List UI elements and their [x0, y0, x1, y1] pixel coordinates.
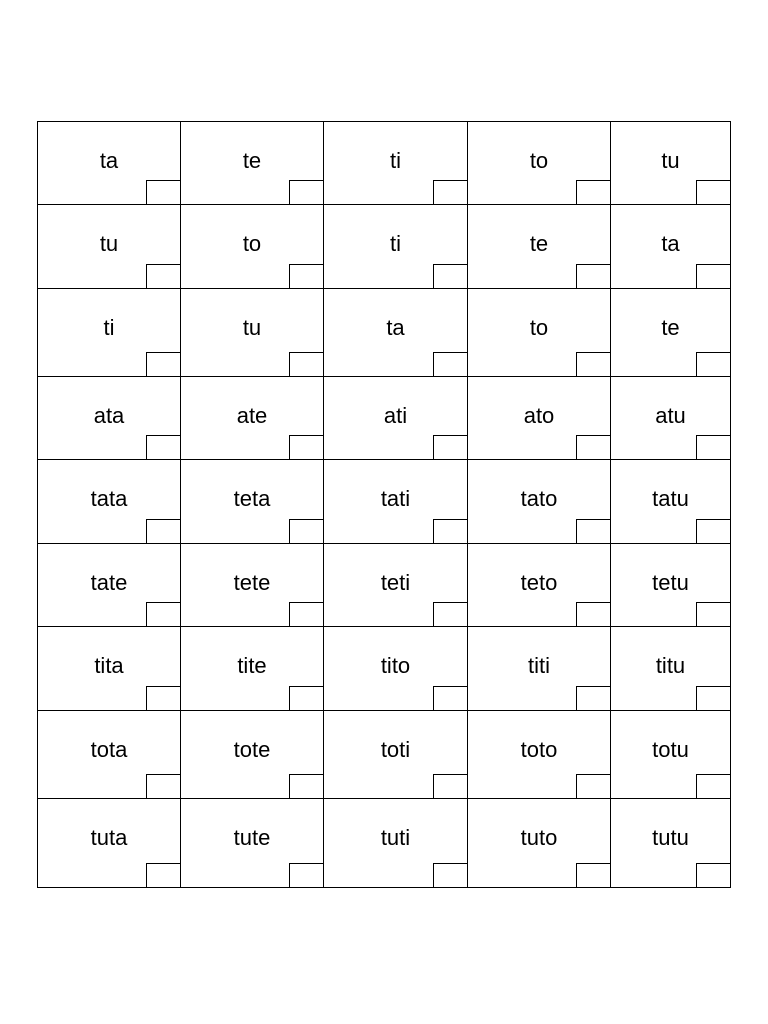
syllable-word: toti [380, 737, 411, 762]
syllable-word: ati [383, 403, 408, 428]
answer-checkbox[interactable] [433, 264, 467, 288]
syllable-word: tuti [380, 825, 411, 850]
answer-checkbox[interactable] [289, 435, 323, 459]
answer-checkbox[interactable] [576, 435, 610, 459]
answer-checkbox[interactable] [696, 264, 730, 288]
word-cell [611, 627, 730, 711]
syllable-word: ata [93, 403, 125, 428]
word-cell [38, 289, 181, 377]
answer-checkbox[interactable] [433, 435, 467, 459]
worksheet-row [38, 711, 730, 799]
answer-checkbox[interactable] [576, 686, 610, 710]
answer-checkbox[interactable] [289, 180, 323, 204]
syllable-word: tata [90, 486, 128, 511]
word-cell [181, 460, 324, 544]
syllable-word: tatu [652, 486, 689, 511]
word-cell [611, 460, 730, 544]
syllable-word: tutu [652, 825, 689, 850]
syllable-word: te [661, 315, 680, 340]
syllable-word: ti [390, 231, 401, 256]
answer-checkbox[interactable] [696, 602, 730, 626]
answer-checkbox[interactable] [433, 519, 467, 543]
worksheet-row [38, 627, 730, 711]
syllable-word: ato [523, 403, 555, 428]
answer-checkbox[interactable] [146, 519, 180, 543]
word-cell [181, 544, 324, 627]
worksheet-row [38, 460, 730, 544]
answer-checkbox[interactable] [146, 774, 180, 798]
syllable-word: ta [661, 231, 680, 256]
word-cell [468, 205, 611, 289]
answer-checkbox[interactable] [696, 435, 730, 459]
word-cell [324, 627, 468, 711]
word-cell [38, 377, 181, 460]
answer-checkbox[interactable] [696, 180, 730, 204]
syllable-word: tato [520, 486, 558, 511]
syllable-word: ti [390, 148, 401, 173]
syllable-word: to [242, 231, 262, 256]
answer-checkbox[interactable] [146, 264, 180, 288]
syllable-word: to [529, 148, 549, 173]
worksheet-row [38, 289, 730, 377]
word-cell [611, 544, 730, 627]
word-cell [468, 544, 611, 627]
answer-checkbox[interactable] [576, 180, 610, 204]
word-cell [468, 122, 611, 205]
word-cell [324, 377, 468, 460]
word-cell [468, 799, 611, 887]
syllable-word: te [242, 148, 262, 173]
answer-checkbox[interactable] [696, 774, 730, 798]
answer-checkbox[interactable] [576, 352, 610, 376]
answer-checkbox[interactable] [289, 264, 323, 288]
word-cell [468, 377, 611, 460]
worksheet-row [38, 799, 730, 887]
answer-checkbox[interactable] [289, 863, 323, 887]
word-cell [38, 205, 181, 289]
syllable-word: teto [520, 570, 558, 595]
word-cell [611, 799, 730, 887]
answer-checkbox[interactable] [576, 602, 610, 626]
syllable-worksheet-grid [37, 121, 731, 888]
answer-checkbox[interactable] [289, 774, 323, 798]
syllable-word: teta [233, 486, 271, 511]
answer-checkbox[interactable] [146, 686, 180, 710]
answer-checkbox[interactable] [696, 352, 730, 376]
word-cell [611, 289, 730, 377]
answer-checkbox[interactable] [576, 774, 610, 798]
word-cell [181, 122, 324, 205]
word-cell [611, 205, 730, 289]
answer-checkbox[interactable] [146, 352, 180, 376]
answer-checkbox[interactable] [433, 863, 467, 887]
word-cell [468, 711, 611, 799]
answer-checkbox[interactable] [146, 435, 180, 459]
answer-checkbox[interactable] [576, 863, 610, 887]
answer-checkbox[interactable] [289, 519, 323, 543]
syllable-word: tite [237, 653, 267, 678]
word-cell [468, 627, 611, 711]
answer-checkbox[interactable] [696, 519, 730, 543]
word-cell [324, 799, 468, 887]
syllable-word: ta [99, 148, 119, 173]
word-cell [38, 122, 181, 205]
answer-checkbox[interactable] [433, 686, 467, 710]
word-cell [181, 799, 324, 887]
answer-checkbox[interactable] [433, 602, 467, 626]
answer-checkbox[interactable] [576, 519, 610, 543]
answer-checkbox[interactable] [146, 180, 180, 204]
word-cell [38, 711, 181, 799]
syllable-word: tote [233, 737, 271, 762]
word-cell [38, 460, 181, 544]
syllable-word: tute [233, 825, 271, 850]
syllable-word: ti [103, 315, 115, 340]
word-cell [181, 627, 324, 711]
answer-checkbox[interactable] [289, 602, 323, 626]
syllable-word: totu [652, 737, 689, 762]
syllable-word: tetu [652, 570, 689, 595]
word-cell [181, 205, 324, 289]
word-cell [324, 205, 468, 289]
syllable-word: tito [380, 653, 411, 678]
syllable-word: te [529, 231, 549, 256]
word-cell [324, 289, 468, 377]
syllable-word: tati [380, 486, 411, 511]
answer-checkbox[interactable] [433, 774, 467, 798]
word-cell [468, 460, 611, 544]
syllable-word: titi [528, 653, 550, 678]
word-cell [38, 544, 181, 627]
word-cell [181, 711, 324, 799]
answer-checkbox[interactable] [146, 602, 180, 626]
answer-checkbox[interactable] [433, 352, 467, 376]
word-cell [611, 122, 730, 205]
word-cell [324, 122, 468, 205]
answer-checkbox[interactable] [433, 180, 467, 204]
syllable-word: toto [520, 737, 558, 762]
worksheet-row [38, 377, 730, 460]
word-cell [324, 544, 468, 627]
syllable-word: tita [94, 653, 124, 678]
word-cell [468, 289, 611, 377]
syllable-word: ta [386, 315, 405, 340]
word-cell [181, 289, 324, 377]
worksheet-row [38, 544, 730, 627]
word-cell [611, 377, 730, 460]
syllable-word: to [529, 315, 549, 340]
syllable-word: tete [233, 570, 271, 595]
answer-checkbox[interactable] [696, 863, 730, 887]
syllable-word: tu [242, 315, 262, 340]
syllable-word: titu [655, 653, 686, 678]
word-cell [181, 377, 324, 460]
word-cell [324, 460, 468, 544]
worksheet-row [38, 122, 730, 205]
worksheet-row [38, 205, 730, 289]
answer-checkbox[interactable] [576, 264, 610, 288]
word-cell [611, 711, 730, 799]
syllable-word: tuto [520, 825, 558, 850]
syllable-word: tu [99, 231, 119, 256]
syllable-word: tota [90, 737, 128, 762]
word-cell [38, 627, 181, 711]
syllable-word: atu [655, 403, 686, 428]
word-cell [324, 711, 468, 799]
syllable-word: ate [236, 403, 268, 428]
syllable-word: teti [380, 570, 411, 595]
syllable-word: tu [661, 148, 680, 173]
answer-checkbox[interactable] [289, 352, 323, 376]
answer-checkbox[interactable] [146, 863, 180, 887]
answer-checkbox[interactable] [289, 686, 323, 710]
syllable-word: tuta [90, 825, 128, 850]
syllable-word: tate [90, 570, 128, 595]
answer-checkbox[interactable] [696, 686, 730, 710]
word-cell [38, 799, 181, 887]
